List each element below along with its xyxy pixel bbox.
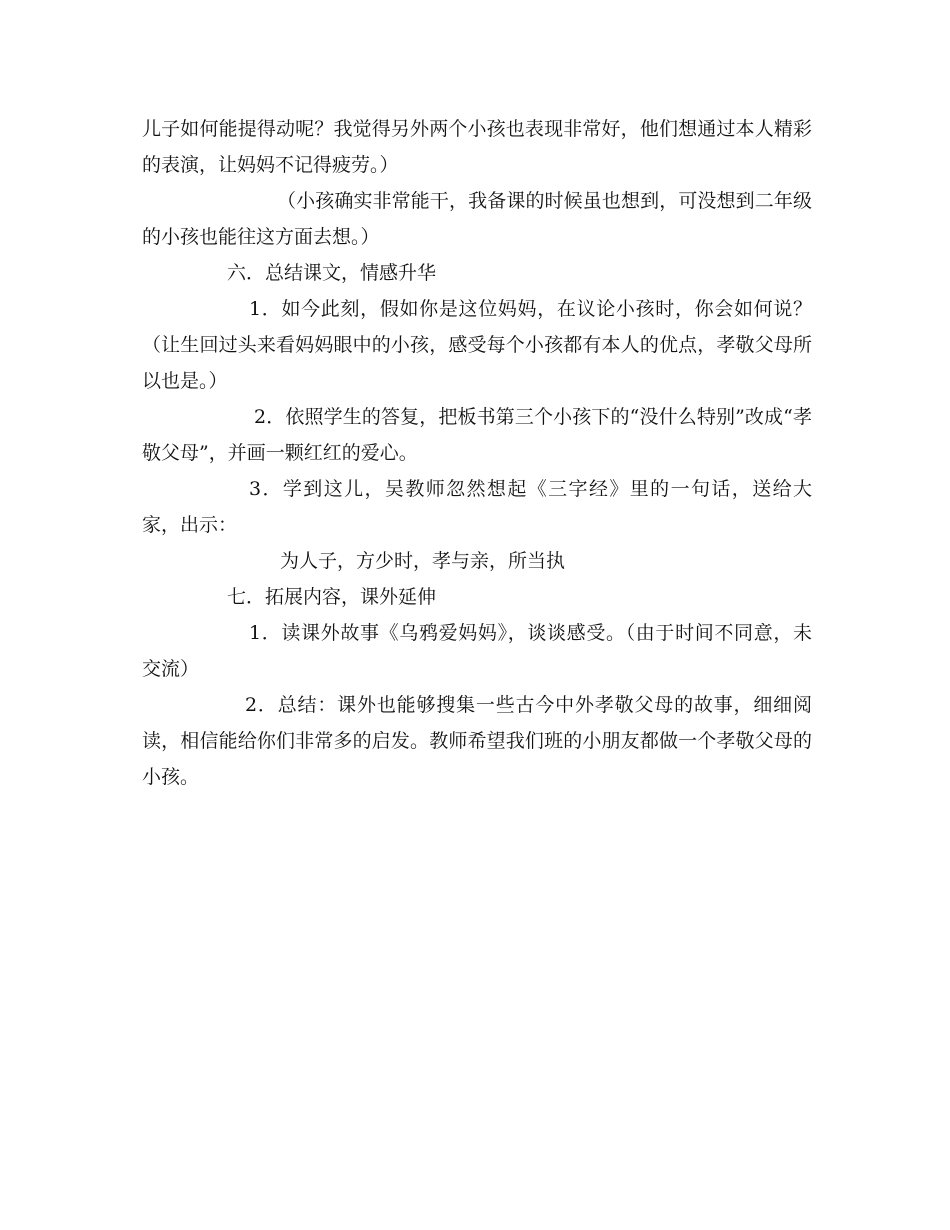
- paragraph-item-2: 2．依照学生的答复，把板书第三个小孩下的“没什么特别”改成“孝敬父母”，并画一颗红红的爱心。: [142, 406, 812, 464]
- section-heading-7: 七．拓展内容，课外延伸: [227, 586, 437, 608]
- paragraph-item-4: 1．读课外故事《乌鸦爱妈妈》，谈谈感受。（由于时间不同意，未交流）: [142, 622, 812, 680]
- paragraph-teacher-note: （小孩确实非常能干，我备课的时候虽也想到，可没想到二年级的小孩也能往这方面去想。）: [142, 190, 812, 248]
- paragraph-item-1: 1．如今此刻，假如你是这位妈妈，在议论小孩时，你会如何说？（让生回过头来看妈妈眼中的小孩，感受每个小孩都有本人的优点，孝敬父母所以也是。）: [142, 298, 812, 392]
- quote-line: 为人子，方少时，孝与亲，所当执: [280, 550, 566, 572]
- section-heading-6: 六．总结课文，情感升华: [227, 262, 437, 284]
- paragraph-continuation: 儿子如何能提得动呢？我觉得另外两个小孩也表现非常好，他们想通过本人精彩的表演，让妈妈不记得疲劳。）: [142, 118, 812, 176]
- paragraph-item-3: 3．学到这儿，吴教师忽然想起《三字经》里的一句话，送给大家，出示：: [142, 478, 812, 536]
- document-body: [142, 111, 812, 795]
- paragraph-item-5: 2．总结：课外也能够搜集一些古今中外孝敬父母的故事，细细阅读，相信能给你们非常多的启发。教师希望我们班的小朋友都做一个孝敬父母的小孩。: [142, 694, 812, 788]
